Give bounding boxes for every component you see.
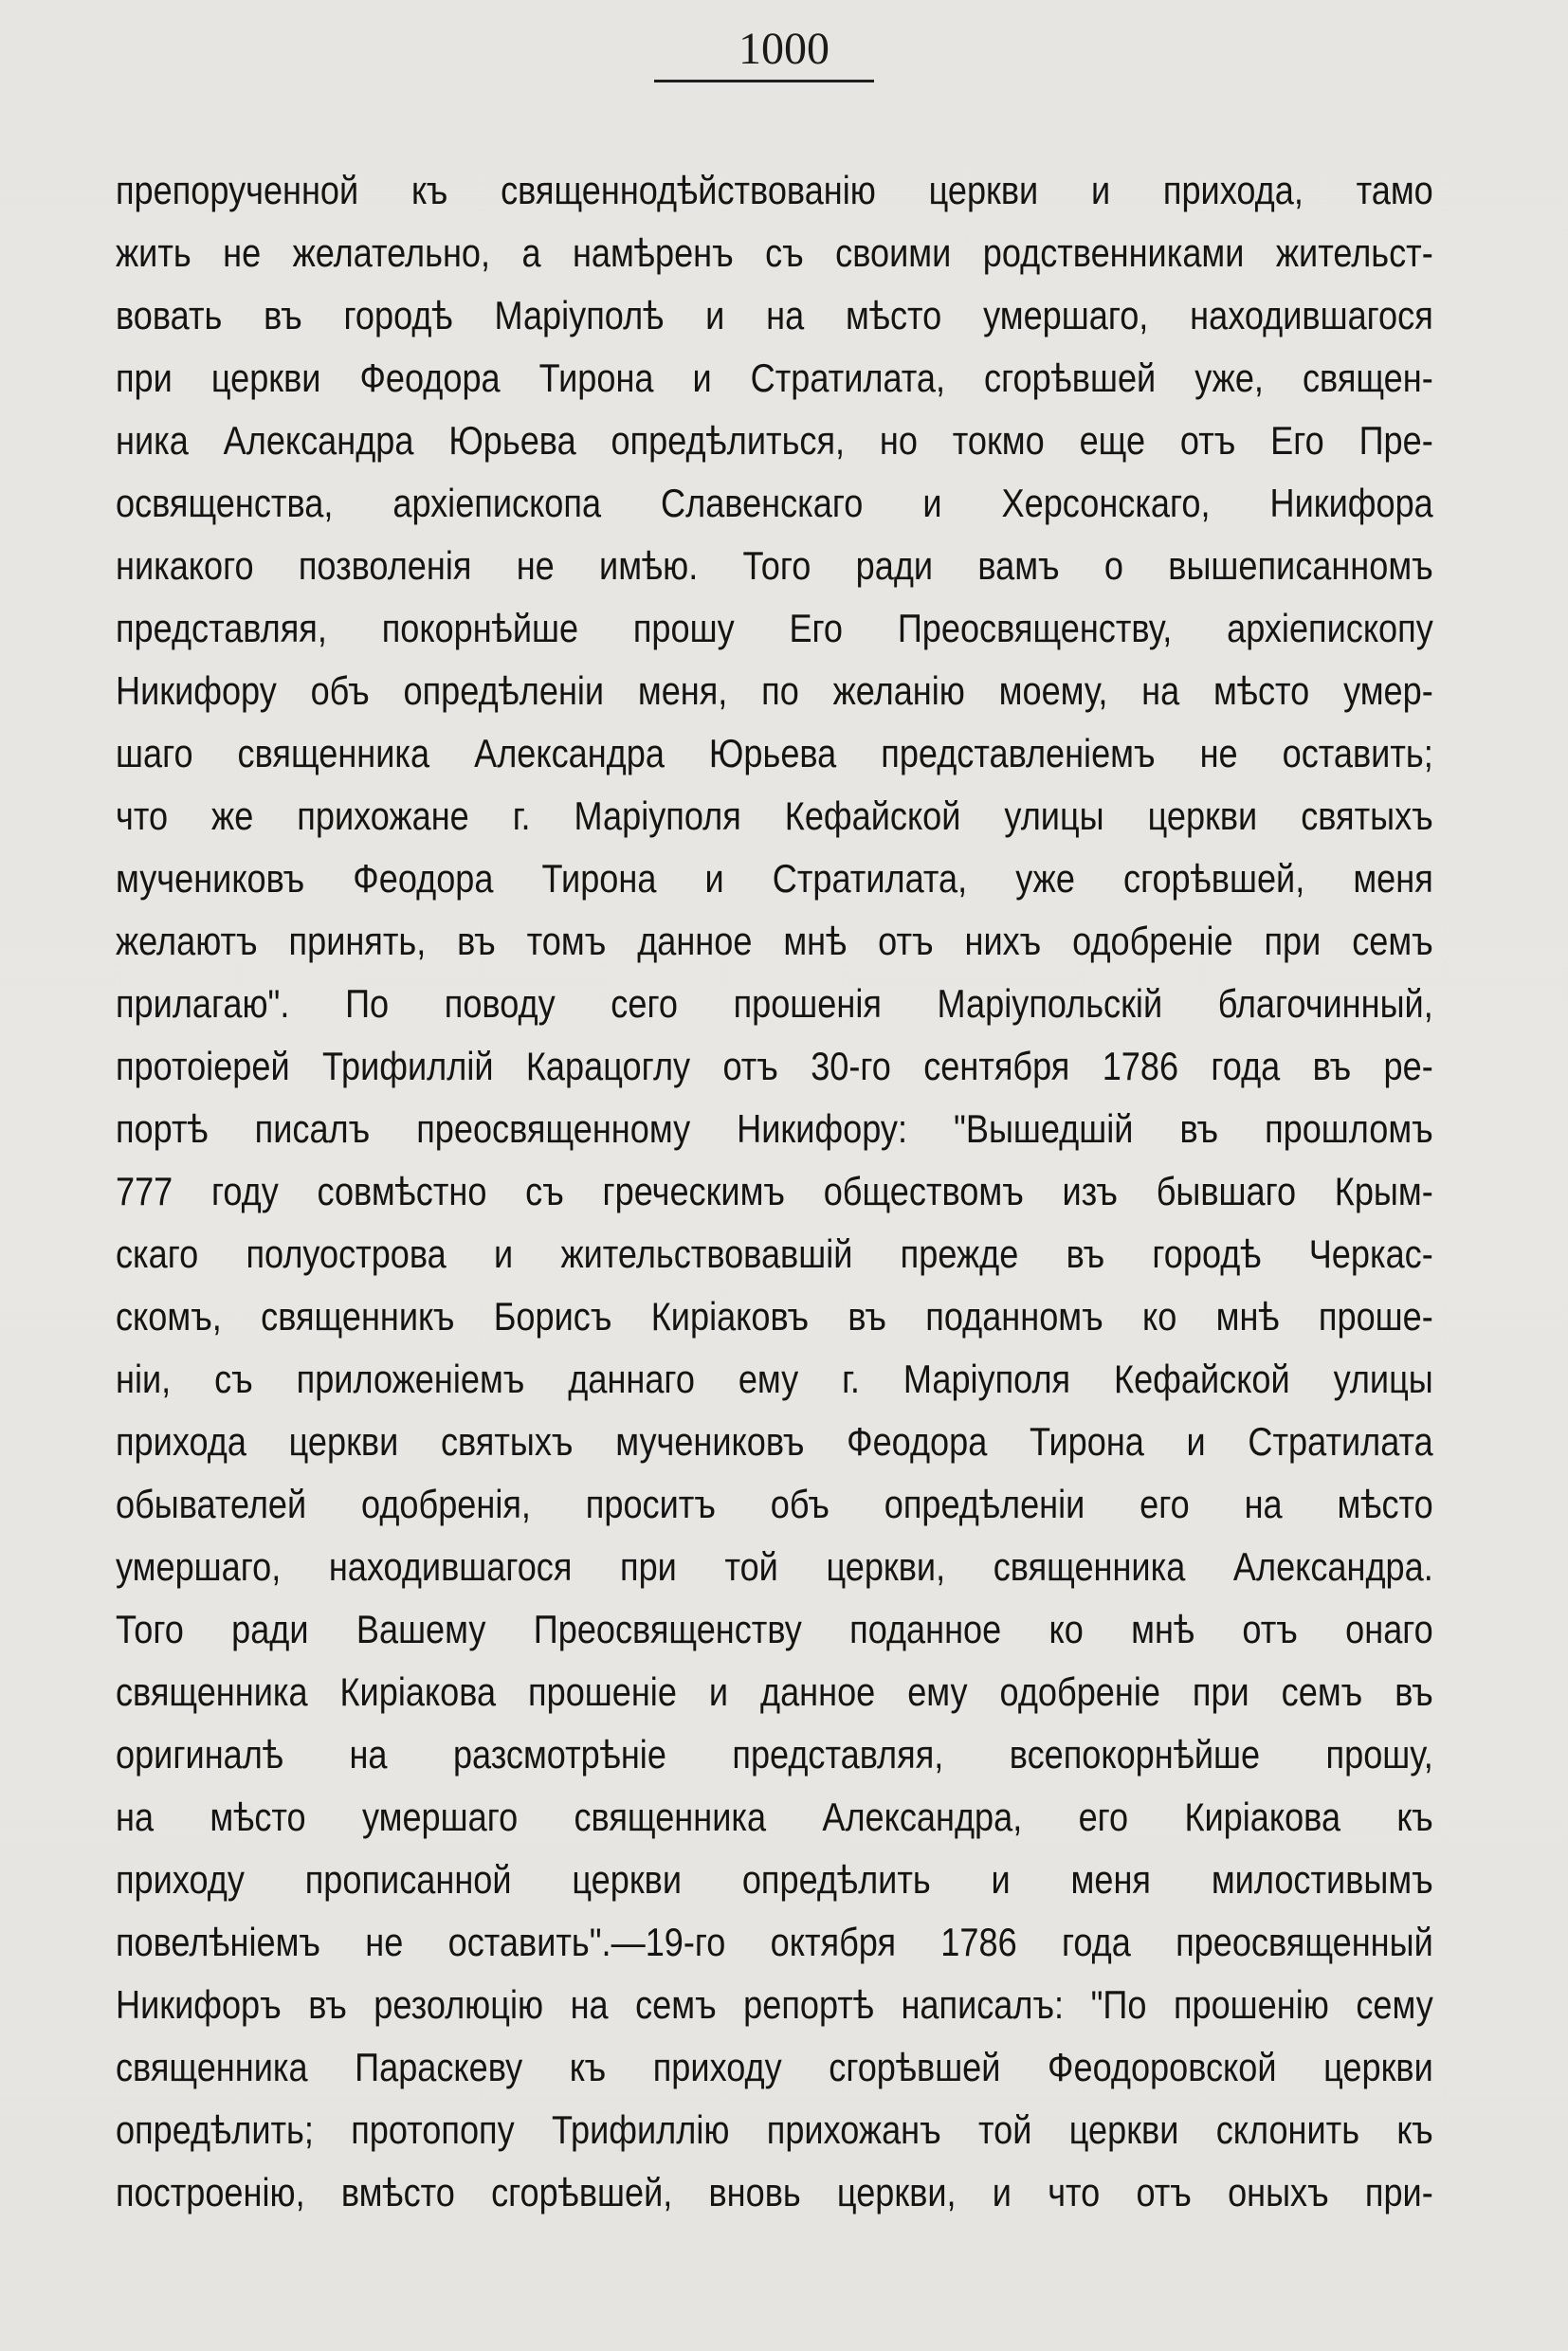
- text-line: прихода церкви святыхъ мучениковъ Феодора Тирона и Стратилата: [116, 1419, 1433, 1464]
- text-line: скомъ, священникъ Борисъ Киріаковъ въ поданномъ ко мнѣ проше-: [116, 1294, 1433, 1339]
- body-text: [116, 159, 1433, 2224]
- text-line: священника Параскеву къ приходу сгорѣвшей Феодоровской церкви: [116, 2045, 1433, 2089]
- text-line: ника Александра Юрьева опредѣлиться, но токмо еще отъ Его Пре-: [116, 418, 1433, 463]
- header-rule: [654, 80, 874, 82]
- text-line: построенію, вмѣсто сгорѣвшей, вновь церкви, и что отъ оныхъ при-: [116, 2170, 1433, 2214]
- text-line: мучениковъ Феодора Тирона и Стратилата, уже сгорѣвшей, меня: [116, 856, 1433, 901]
- text-line: 777 году совмѣстно съ греческимъ обществомъ изъ бывшаго Крым-: [116, 1169, 1433, 1213]
- page-number: 1000: [738, 24, 830, 74]
- text-line: ніи, съ приложеніемъ даннаго ему г. Маріуполя Кефайской улицы: [116, 1357, 1433, 1401]
- text-line: прилагаю". По поводу сего прошенія Маріупольскій благочинный,: [116, 981, 1433, 1026]
- text-line: приходу прописанной церкви опредѣлить и меня милостивымъ: [116, 1857, 1433, 1902]
- text-line: никакого позволенія не имѣю. Того ради вамъ о вышеписанномъ: [116, 543, 1433, 588]
- text-line: жить не желательно, а намѣренъ съ своими родственниками жительст-: [116, 230, 1433, 275]
- text-line: освященства, архіепископа Славенскаго и Херсонскаго, Никифора: [116, 481, 1433, 525]
- text-line: что же прихожане г. Маріуполя Кефайской улицы церкви святыхъ: [116, 793, 1433, 838]
- text-line: вовать въ городѣ Маріуполѣ и на мѣсто умершаго, находившагося: [116, 293, 1433, 337]
- page-header: [0, 21, 1568, 78]
- text-line: священника Киріакова прошеніе и данное ему одобреніе при семъ въ: [116, 1669, 1433, 1714]
- text-line: протоіерей Трифиллій Карацоглу отъ 30-го сентября 1786 года въ ре-: [116, 1044, 1433, 1088]
- text-line: желаютъ принять, въ томъ данное мнѣ отъ нихъ одобреніе при семъ: [116, 919, 1433, 963]
- text-line: представляя, покорнѣйше прошу Его Преосвященству, архіепископу: [116, 606, 1433, 650]
- text-line: скаго полуострова и жительствовавшій прежде въ городѣ Черкас-: [116, 1231, 1433, 1276]
- text-line: препорученной къ священнодѣйствованію церкви и прихода, тамо: [116, 168, 1433, 212]
- text-line: Никифору объ опредѣленіи меня, по желанію моему, на мѣсто умер-: [116, 668, 1433, 713]
- text-line: при церкви Феодора Тирона и Стратилата, сгорѣвшей уже, священ-: [116, 355, 1433, 400]
- text-line: оригиналѣ на разсмотрѣніе представляя, всепокорнѣйше прошу,: [116, 1732, 1433, 1777]
- text-line: повелѣніемъ не оставить".—19-го октября 1786 года преосвященный: [116, 1920, 1433, 1964]
- text-line: опредѣлить; протопопу Трифиллію прихожанъ той церкви склонить къ: [116, 2107, 1433, 2152]
- text-line: на мѣсто умершаго священника Александра, его Киріакова къ: [116, 1795, 1433, 1839]
- text-line: Того ради Вашему Преосвященству поданное ко мнѣ отъ онаго: [116, 1607, 1433, 1651]
- text-line: умершаго, находившагося при той церкви, священника Александра.: [116, 1544, 1433, 1589]
- text-line: обывателей одобренія, проситъ объ опредѣленіи его на мѣсто: [116, 1482, 1433, 1526]
- text-line: шаго священника Александра Юрьева представленіемъ не оставить;: [116, 731, 1433, 775]
- text-line: Никифоръ въ резолюцію на семъ репортѣ написалъ: "По прошенію сему: [116, 1982, 1433, 2027]
- text-line: портѣ писалъ преосвященному Никифору: "Вышедшій въ прошломъ: [116, 1106, 1433, 1151]
